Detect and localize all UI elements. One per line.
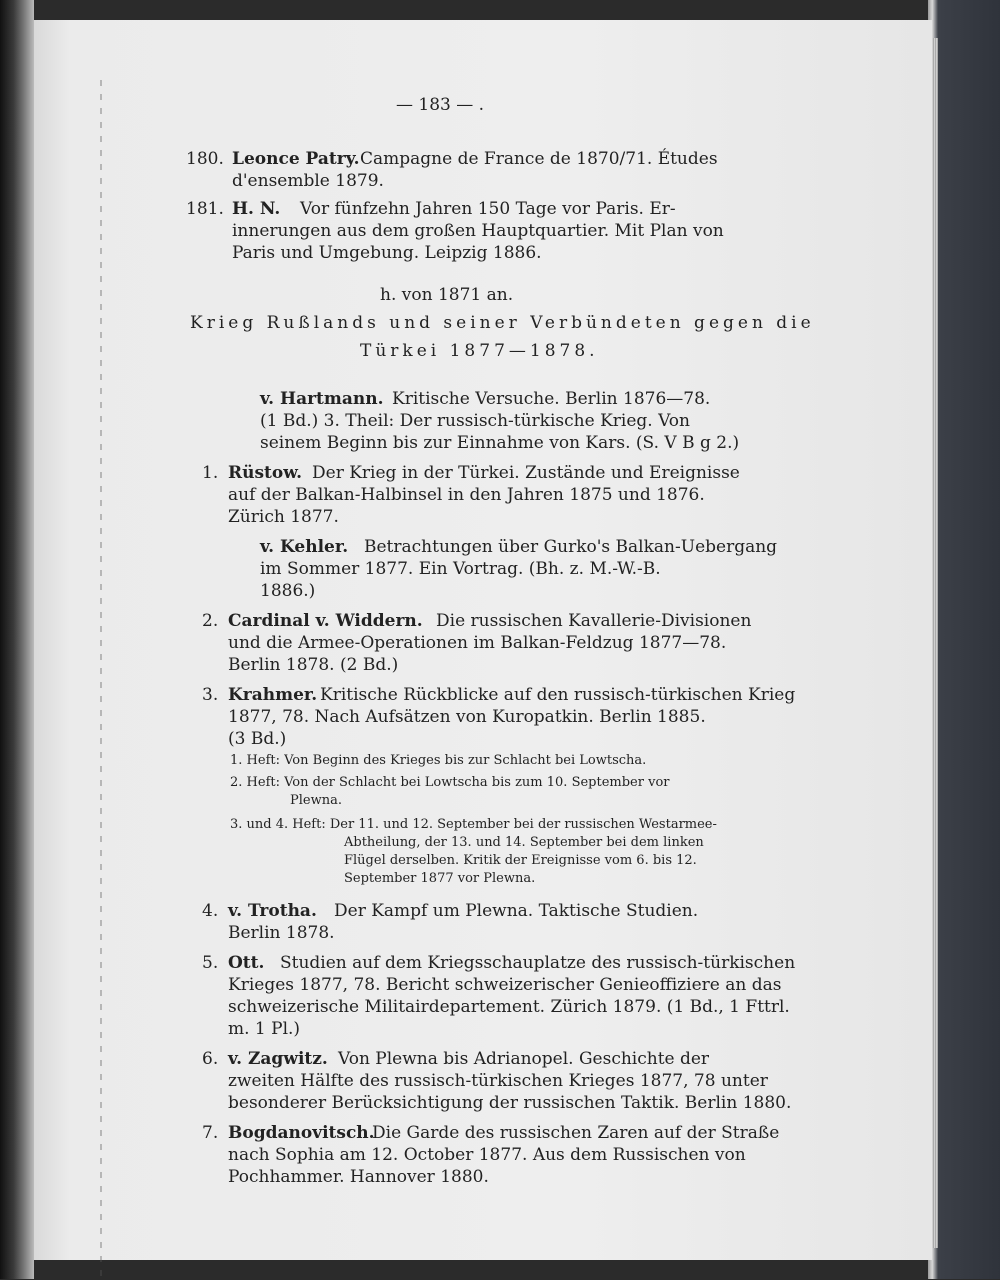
entry-3-note-3-line-4: September 1877 vor Plewna. [344, 871, 536, 886]
entry-7-author: Bogdanovitsch. [228, 1123, 375, 1143]
entry-3-note-3-line-3: Flügel derselben. Kritik der Ereignisse vom 6. bis 12. [344, 853, 697, 868]
entry-181-number: 181. [186, 199, 224, 219]
entry-3-line-2: 1877, 78. Nach Aufsätzen von Kuropatkin. Berlin 1885. [228, 707, 706, 727]
entry-2-number: 2. [202, 611, 219, 631]
entry-2-line-2: und die Armee-Operationen im Balkan-Feldzug 1877—78. [228, 633, 727, 653]
entry-180-author: Leonce Patry. [232, 149, 360, 169]
entry-1-line-2: auf der Balkan-Halbinsel in den Jahren 1875 und 1876. [228, 485, 705, 505]
entry-180-line-1: Campagne de France de 1870/71. Études [360, 149, 718, 169]
section-subheading: h. von 1871 an. [380, 285, 514, 305]
entry-4-line-1: Der Kampf um Plewna. Taktische Studien. [334, 901, 699, 921]
entry-2-line-3: Berlin 1878. (2 Bd.) [228, 655, 399, 675]
entry-6-number: 6. [202, 1049, 219, 1069]
entry-3-line-1: Kritische Rückblicke auf den russisch-türkischen Krieg [320, 685, 796, 705]
entry-1-line-1: Der Krieg in der Türkei. Zustände und Ereignisse [312, 463, 740, 483]
entry-5-number: 5. [202, 953, 219, 973]
entry-2-author: Cardinal v. Widdern. [228, 611, 423, 631]
page-number: — 183 — . [396, 95, 485, 115]
book-left-edge [0, 0, 34, 1279]
entry-hartmann-line-1: Kritische Versuche. Berlin 1876—78. [392, 389, 711, 409]
book-cover-edge [928, 0, 1000, 1279]
entry-7-line-1: Die Garde des russischen Zaren auf der Straße [372, 1123, 780, 1143]
entry-7-line-2: nach Sophia am 12. October 1877. Aus dem Russischen von [228, 1145, 746, 1165]
section-title-line-1: Krieg Rußlands und seiner Verbündeten gegen die [190, 313, 815, 333]
entry-kehler-line-2: im Sommer 1877. Ein Vortrag. (Bh. z. M.-W.-B. [260, 559, 661, 579]
entry-3-note-1: 1. Heft: Von Beginn des Krieges bis zur Schlacht bei Lowtscha. [230, 753, 647, 768]
entry-5-line-3: schweizerische Militairdepartement. Zürich 1879. (1 Bd., 1 Fttrl. [228, 997, 790, 1017]
entry-6-line-3: besonderer Berücksichtigung der russischen Taktik. Berlin 1880. [228, 1093, 792, 1113]
entry-6-line-1: Von Plewna bis Adrianopel. Geschichte der [338, 1049, 710, 1069]
entry-4-number: 4. [202, 901, 219, 921]
book-page [34, 20, 932, 1260]
entry-3-note-3-line-2: Abtheilung, der 13. und 14. September bei dem linken [344, 835, 704, 850]
entry-181-line-3: Paris und Umgebung. Leipzig 1886. [232, 243, 542, 263]
page-content [34, 20, 932, 1260]
entry-181-line-2: innerungen aus dem großen Hauptquartier. Mit Plan von [232, 221, 724, 241]
entry-5-line-1: Studien auf dem Kriegsschauplatze des russisch-türkischen [280, 953, 796, 973]
entry-1-author: Rüstow. [228, 463, 303, 483]
entry-7-number: 7. [202, 1123, 219, 1143]
entry-kehler-line-3: 1886.) [260, 581, 316, 601]
entry-180-number: 180. [186, 149, 224, 169]
section-title-line-2: Türkei 1877—1878. [360, 341, 599, 361]
entry-3-number: 3. [202, 685, 219, 705]
entry-180-line-2: d'ensemble 1879. [232, 171, 384, 191]
entry-5-author: Ott. [228, 953, 265, 973]
entry-3-author: Krahmer. [228, 685, 318, 705]
entry-3-note-2-line-2: Plewna. [290, 793, 342, 808]
entry-hartmann-line-3: seinem Beginn bis zur Einnahme von Kars. (S. V B g 2.) [260, 433, 740, 453]
entry-1-number: 1. [202, 463, 219, 483]
entry-6-author: v. Zagwitz. [228, 1049, 328, 1069]
entry-7-line-3: Pochhammer. Hannover 1880. [228, 1167, 489, 1187]
entry-6-line-2: zweiten Hälfte des russisch-türkischen Krieges 1877, 78 unter [228, 1071, 768, 1091]
entry-kehler-author: v. Kehler. [260, 537, 349, 557]
entry-181-author: H. N. [232, 199, 281, 219]
entry-3-note-3-line-1: 3. und 4. Heft: Der 11. und 12. September bei der russischen Westarmee- [230, 817, 717, 832]
entry-5-line-2: Krieges 1877, 78. Bericht schweizerischer Genieoffiziere an das [228, 975, 782, 995]
entry-4-author: v. Trotha. [228, 901, 317, 921]
entry-2-line-1: Die russischen Kavallerie-Divisionen [436, 611, 752, 631]
entry-5-line-4: m. 1 Pl.) [228, 1019, 301, 1039]
entry-3-line-3: (3 Bd.) [228, 729, 287, 749]
entry-kehler-line-1: Betrachtungen über Gurko's Balkan-Uebergang [364, 537, 778, 557]
entry-181-line-1: Vor fünfzehn Jahren 150 Tage vor Paris. Er- [300, 199, 676, 219]
entry-4-line-2: Berlin 1878. [228, 923, 335, 943]
entry-hartmann-line-2: (1 Bd.) 3. Theil: Der russisch-türkische Krieg. Von [260, 411, 690, 431]
entry-3-note-2-line-1: 2. Heft: Von der Schlacht bei Lowtscha bis zum 10. September vor [230, 775, 670, 790]
entry-1-line-3: Zürich 1877. [228, 507, 339, 527]
entry-hartmann-author: v. Hartmann. [260, 389, 384, 409]
